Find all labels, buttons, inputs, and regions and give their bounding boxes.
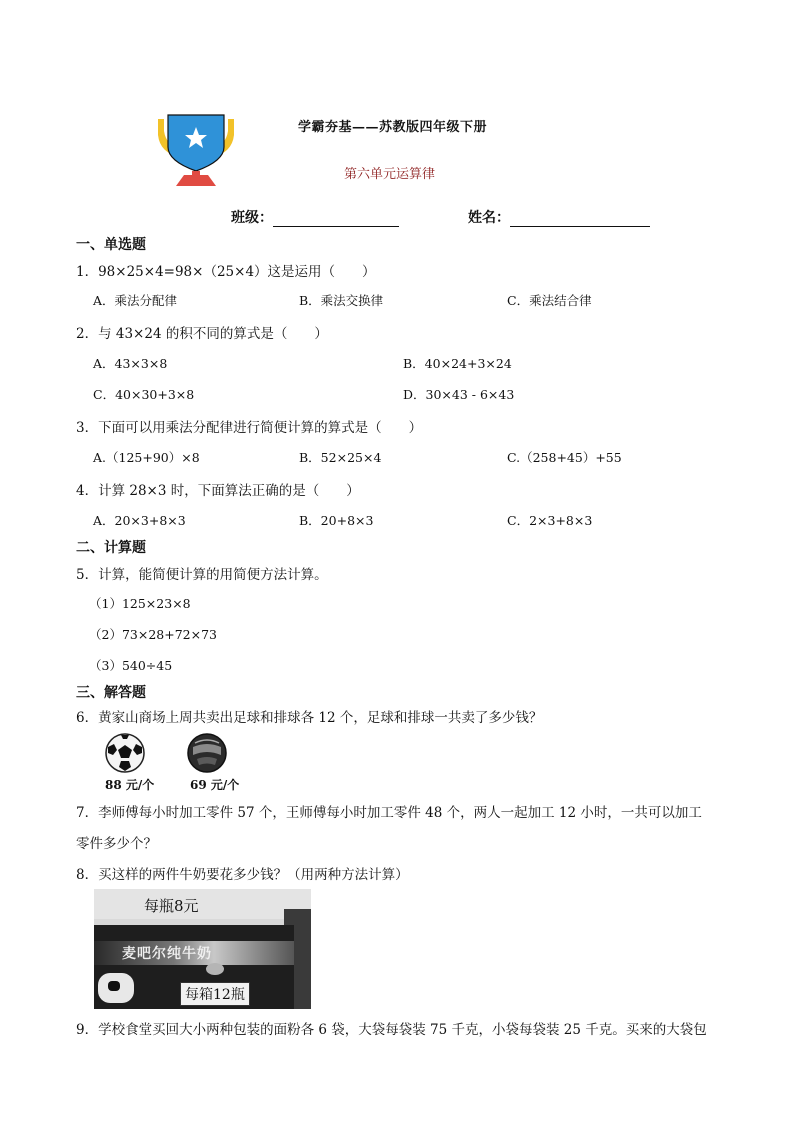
name-label: 姓名： (468, 210, 510, 226)
name-field[interactable] (468, 207, 650, 227)
q2-option-a[interactable]: A．43×3×8 (93, 356, 168, 371)
q1-option-c[interactable]: C．乘法结合律 (507, 293, 592, 308)
football-price: 88 元/个 (105, 778, 155, 792)
bottle-price-label: 每瓶8元 (144, 897, 199, 915)
section-heading: 三、解答题 (76, 685, 146, 701)
question-3: 3．下面可以用乘法分配律进行简便计算的算式是（ ） (76, 420, 423, 436)
q2-option-b[interactable]: B．40×24+3×24 (403, 356, 512, 371)
volleyball-icon (187, 733, 227, 773)
page-title: 学霸夯基——苏教版四年级下册 (298, 120, 488, 135)
question-7-line-1: 7．李师傅每小时加工零件 57 个，王师傅每小时加工零件 48 个，两人一起加工 12 小时，一共可以加工 (76, 805, 702, 821)
question-9: 9．学校食堂买回大小两种包装的面粉各 6 袋，大袋每袋装 75 千克，小袋每袋装 25 千克。买来的大袋包 (76, 1022, 707, 1038)
class-label: 班级： (231, 210, 273, 226)
section-heading: 二、计算题 (76, 540, 146, 556)
class-field[interactable] (231, 207, 399, 227)
milk-brand: 麦吧尔纯牛奶 (122, 946, 212, 962)
q3-option-b[interactable]: B．52×25×4 (299, 450, 382, 465)
trophy-icon (154, 113, 238, 187)
q3-option-a[interactable]: A.（125+90）×8 (93, 450, 200, 465)
question-6: 6．黄家山商场上周共卖出足球和排球各 12 个，足球和排球一共卖了多少钱？ (76, 710, 543, 726)
q4-option-b[interactable]: B．20+8×3 (299, 513, 374, 528)
page-subtitle: 第六单元运算律 (344, 167, 436, 182)
section-heading: 一、单选题 (76, 237, 146, 253)
question-1: 1．98×25×4=98×（25×4）这是运用（ ） (76, 264, 376, 280)
football-icon (105, 733, 145, 773)
question-4: 4．计算 28×3 时，下面算法正确的是（ ） (76, 483, 360, 499)
q4-option-c[interactable]: C．2×3+8×3 (507, 513, 593, 528)
q1-option-b[interactable]: B．乘法交换律 (299, 293, 384, 308)
q5-part-1: （1）125×23×8 (89, 596, 191, 611)
question-8: 8．买这样的两件牛奶要花多少钱？（用两种方法计算） (76, 867, 409, 883)
milk-box-image (94, 889, 311, 1009)
q2-option-c[interactable]: C．40×30+3×8 (93, 387, 195, 402)
question-5: 5．计算，能简便计算的用简便方法计算。 (76, 567, 328, 583)
q5-part-2: （2）73×28+72×73 (89, 627, 217, 642)
box-count-label: 每箱12瓶 (180, 982, 250, 1006)
q2-option-d[interactable]: D．30×43 - 6×43 (403, 387, 515, 402)
q3-option-c[interactable]: C.（258+45）+55 (507, 450, 622, 465)
question-2: 2．与 43×24 的积不同的算式是（ ） (76, 326, 328, 342)
q4-option-a[interactable]: A．20×3+8×3 (93, 513, 186, 528)
trophy-base (176, 175, 216, 186)
class-blank[interactable] (273, 212, 399, 227)
q5-part-3: （3）540÷45 (89, 658, 173, 673)
question-7-line-2: 零件多少个？ (76, 836, 157, 852)
q1-option-a[interactable]: A．乘法分配律 (93, 293, 178, 308)
name-blank[interactable] (510, 212, 650, 227)
volleyball-price: 69 元/个 (190, 778, 240, 792)
